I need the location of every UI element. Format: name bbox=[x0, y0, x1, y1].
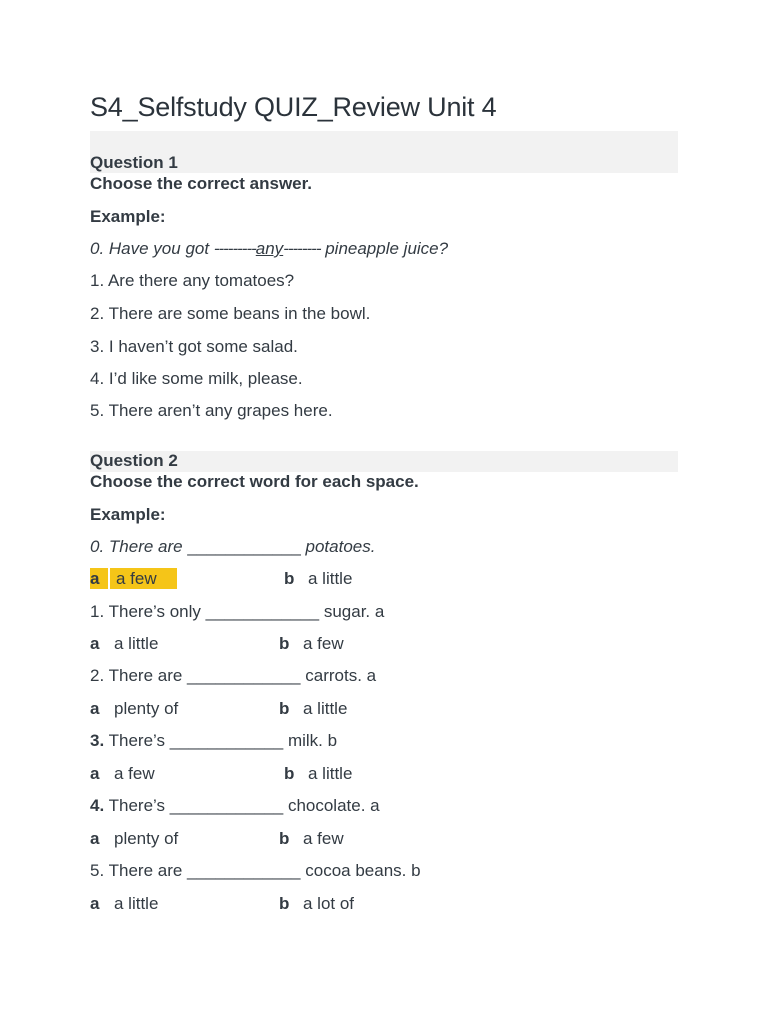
item-number: 3. bbox=[90, 731, 105, 750]
item-number: 2. bbox=[90, 666, 105, 685]
question-1-item: 4. I’d like some milk, please. bbox=[90, 369, 303, 388]
option-text: a lot of bbox=[303, 894, 355, 913]
option-text: plenty of bbox=[114, 829, 179, 848]
item-blank: ____________ bbox=[169, 796, 284, 815]
item-3-option-b[interactable] bbox=[284, 763, 352, 785]
option-letter: a bbox=[90, 894, 100, 913]
example-option-b[interactable] bbox=[284, 568, 352, 590]
option-text: a few bbox=[303, 634, 344, 653]
item-4-option-a[interactable] bbox=[90, 828, 178, 850]
question-2-item-1 bbox=[90, 601, 384, 623]
question-2-example-label: Example: bbox=[90, 505, 166, 524]
item-2-option-a[interactable] bbox=[90, 698, 178, 720]
option-letter: a bbox=[90, 829, 100, 848]
item-3-option-a[interactable] bbox=[90, 763, 155, 785]
option-letter: b bbox=[284, 569, 295, 588]
option-letter: a bbox=[90, 764, 100, 783]
example-answer: any bbox=[255, 239, 284, 258]
question-2-instruction: Choose the correct word for each space. bbox=[90, 472, 419, 491]
option-letter: b bbox=[284, 764, 295, 783]
option-text: a few bbox=[303, 829, 344, 848]
item-text-after: sugar. a bbox=[323, 602, 385, 621]
question-1-example-label: Example: bbox=[90, 207, 166, 226]
question-1-example bbox=[90, 238, 448, 260]
option-letter: a bbox=[90, 699, 100, 718]
question-2-band bbox=[90, 451, 678, 472]
option-letter: b bbox=[279, 634, 290, 653]
item-number: 5. bbox=[90, 861, 105, 880]
question-2-item-5 bbox=[90, 860, 421, 882]
item-number: 4. bbox=[90, 796, 105, 815]
question-2-example bbox=[90, 536, 375, 558]
item-1-option-b[interactable] bbox=[279, 633, 344, 655]
item-4-option-b[interactable] bbox=[279, 828, 344, 850]
option-text: a little bbox=[114, 634, 159, 653]
item-text-before: There are bbox=[108, 666, 183, 685]
option-text: a little bbox=[308, 569, 353, 588]
item-blank: ____________ bbox=[187, 861, 301, 880]
question-1-item: 2. There are some beans in the bowl. bbox=[90, 304, 371, 323]
question-2-item-4 bbox=[90, 795, 380, 817]
option-text: a little bbox=[114, 894, 159, 913]
item-2-option-b[interactable] bbox=[279, 698, 347, 720]
example-dash-right: -------- bbox=[283, 239, 321, 258]
item-text-before: There are bbox=[108, 861, 183, 880]
example-text-after: potatoes. bbox=[300, 537, 376, 556]
item-1-option-a[interactable] bbox=[90, 633, 158, 655]
question-1-item: 1. Are there any tomatoes? bbox=[90, 271, 295, 290]
item-text-after: chocolate. a bbox=[287, 796, 380, 815]
option-text: plenty of bbox=[114, 699, 179, 718]
question-2-item-3 bbox=[90, 730, 337, 752]
item-blank: ____________ bbox=[205, 602, 320, 621]
example-dash-left: --------- bbox=[213, 239, 256, 258]
example-text-before: 0. There are bbox=[90, 537, 188, 556]
question-2-heading: Question 2 bbox=[90, 451, 178, 470]
example-text-before: 0. Have you got bbox=[90, 239, 214, 258]
question-1-instruction: Choose the correct answer. bbox=[90, 174, 313, 193]
question-1-band bbox=[90, 131, 678, 173]
question-1-item: 5. There aren’t any grapes here. bbox=[90, 401, 333, 420]
page-title: S4_Selfstudy QUIZ_Review Unit 4 bbox=[90, 92, 497, 122]
item-5-option-a[interactable] bbox=[90, 893, 158, 915]
option-text: a few bbox=[116, 569, 157, 588]
example-text-after: pineapple juice? bbox=[320, 239, 449, 258]
item-blank: ____________ bbox=[187, 666, 301, 685]
item-text-after: carrots. a bbox=[305, 666, 377, 685]
option-letter: a bbox=[90, 568, 110, 590]
question-1-heading: Question 1 bbox=[90, 153, 178, 172]
item-text-after: cocoa beans. b bbox=[305, 861, 421, 880]
item-text-before: There’s bbox=[108, 796, 165, 815]
item-text-before: There’s bbox=[108, 731, 165, 750]
option-text: a little bbox=[308, 764, 353, 783]
option-letter: b bbox=[279, 829, 290, 848]
question-1-item: 3. I haven’t got some salad. bbox=[90, 337, 298, 356]
option-text: a little bbox=[303, 699, 348, 718]
example-blank: ____________ bbox=[187, 537, 301, 556]
item-text-before: There’s only bbox=[108, 602, 201, 621]
option-letter: a bbox=[90, 634, 100, 653]
item-text-after: milk. b bbox=[287, 731, 338, 750]
item-5-option-b[interactable] bbox=[279, 893, 354, 915]
option-letter: b bbox=[279, 894, 290, 913]
question-2-item-2 bbox=[90, 665, 376, 687]
example-option-a[interactable] bbox=[90, 568, 177, 590]
item-blank: ____________ bbox=[169, 731, 284, 750]
item-number: 1. bbox=[90, 602, 105, 621]
option-letter: b bbox=[279, 699, 290, 718]
option-text: a few bbox=[114, 764, 155, 783]
